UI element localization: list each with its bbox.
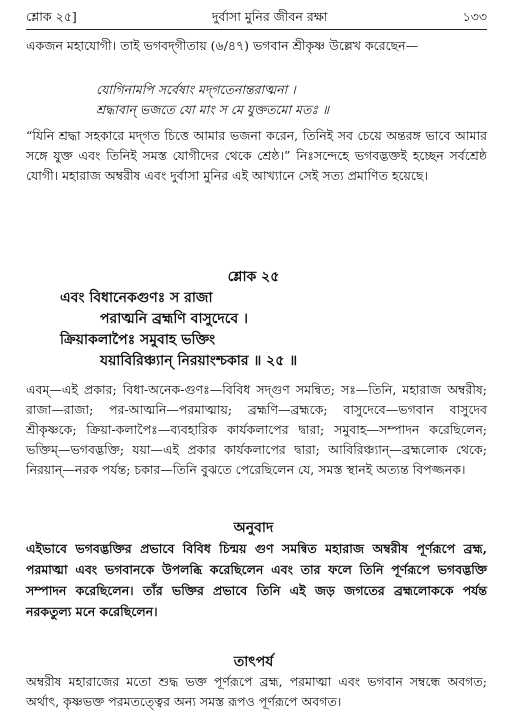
header-rule — [26, 29, 487, 30]
gita-quote — [96, 80, 467, 120]
header-verse-ref: শ্লোক ২৫] — [26, 9, 77, 24]
verse-line: যয়াবিরিঞ্চ্যান্ নিরয়াংশ্চকার ॥ ২৫ ॥ — [100, 353, 298, 369]
anuvad-paragraph: এইভাবে ভগবদ্ভক্তির প্রভাবে বিবিধ চিন্ময় গুণ সমন্বিত মহারাজ অম্বরীষ পূর্ণরূপে ব্রহ্ম, পরমাত্মা এবং ভগবানকে উপলব্ধি করেছিলেন এবং তার ফলে তিনি পূর্ণরূপে ভগবদ্ভক্তি সম্পাদন করেছিলেন। তাঁর ভক্তির প্রভাবে তিনি এই জড় জগতের ব্রহ্মলোককে পর্যন্ত নরকতুল্য মনে করেছিলেন। — [26, 541, 487, 619]
intro-paragraph: একজন মহাযোগী। তাই ভগবদ্‌গীতায় (৬/৪৭) ভগবান শ্রীকৃষ্ণ উল্লেখ করেছেন— — [26, 38, 419, 53]
header-chapter-title: দুর্বাসা মুনির জীবন রক্ষা — [211, 9, 328, 24]
quote-line: যোগিনামপি সর্বেষাং মদ্‌গতেনান্তরাত্মনা । — [96, 82, 296, 97]
verse-line: এবং বিধানেকগুণঃ স রাজা — [60, 290, 213, 306]
tatparya-paragraph: অম্বরীষ মহারাজের মতো শুদ্ধ ভক্ত পূর্ণরূপে ব্রহ্ম, পরমাত্মা এবং ভগবান সম্বন্ধে অবগত; অর্থাৎ, কৃষ্ণভক্ত পরমতত্ত্বের অন্য সমস্ত রূপও পূর্ণরূপে অবগত। — [26, 674, 487, 709]
page-header — [26, 9, 487, 27]
quote-translation-paragraph: “যিনি শ্রদ্ধা সহকারে মদ্‌গত চিত্তে আমার ভজনা করেন, তিনিই সব চেয়ে অন্তরঙ্গ ভাবে আমার সঙ্গে যুক্ত এবং তিনিই সমস্ত যোগীদের থেকে শ্রেষ্ঠ।” নিঃসন্দেহে ভগবদ্ভক্তই হচ্ছেন সর্বশ্রেষ্ঠ যোগী। মহারাজ অম্বরীষ এবং দুর্বাসা মুনির এই আখ্যানে সেই সত্য প্রমাণিত হয়েছে। — [26, 128, 487, 183]
verse-line: পরাত্মনি ব্রহ্মণি বাসুদেবে । — [100, 311, 249, 327]
synonyms-paragraph: এবম্—এই প্রকার; বিধা-অনেক-গুণঃ—বিবিধ সদ্‌গুণ সমন্বিত; সঃ—তিনি, মহারাজ অম্বরীষ; রাজা—রাজা; পর-আত্মনি—পরমাত্মায়; ব্রহ্মণি—ব্রহ্মকে; বাসুদেবে—ভগবান বাসুদেব শ্রীকৃষ্ণকে; ক্রিয়া-কলাপৈঃ—ব্যবহারিক কার্যকলাপের দ্বারা; সমুবাহ—সম্পাদন করেছিলেন; ভক্তিম্—ভগবদ্ভক্তি; যয়া—এই প্রকার কার্যকলাপের দ্বারা; আবিরিঞ্চ্যান্—ব্রহ্মলোক থেকে; নিরয়ান্—নরক পর্যন্ত; চকার—তিনি বুঝতে পেরেছিলেন যে, সমস্ত স্থানই অত্যন্ত বিপজ্জনক। — [26, 382, 487, 477]
tatparya-heading: তাৎপর্য — [233, 654, 274, 670]
verse-line: ক্রিয়াকলাপৈঃ সমুবাহ ভক্তিং — [60, 332, 216, 348]
verse-title: শ্লোক ২৫ — [227, 269, 280, 285]
anuvad-heading: অনুবাদ — [233, 520, 274, 536]
header-page-number: ১৩৩ — [462, 9, 487, 24]
sanskrit-verse — [60, 288, 487, 372]
quote-line: শ্রদ্ধাবান্ ভজতে যো মাং স মে যুক্ততমো মতঃ ॥ — [96, 102, 330, 117]
